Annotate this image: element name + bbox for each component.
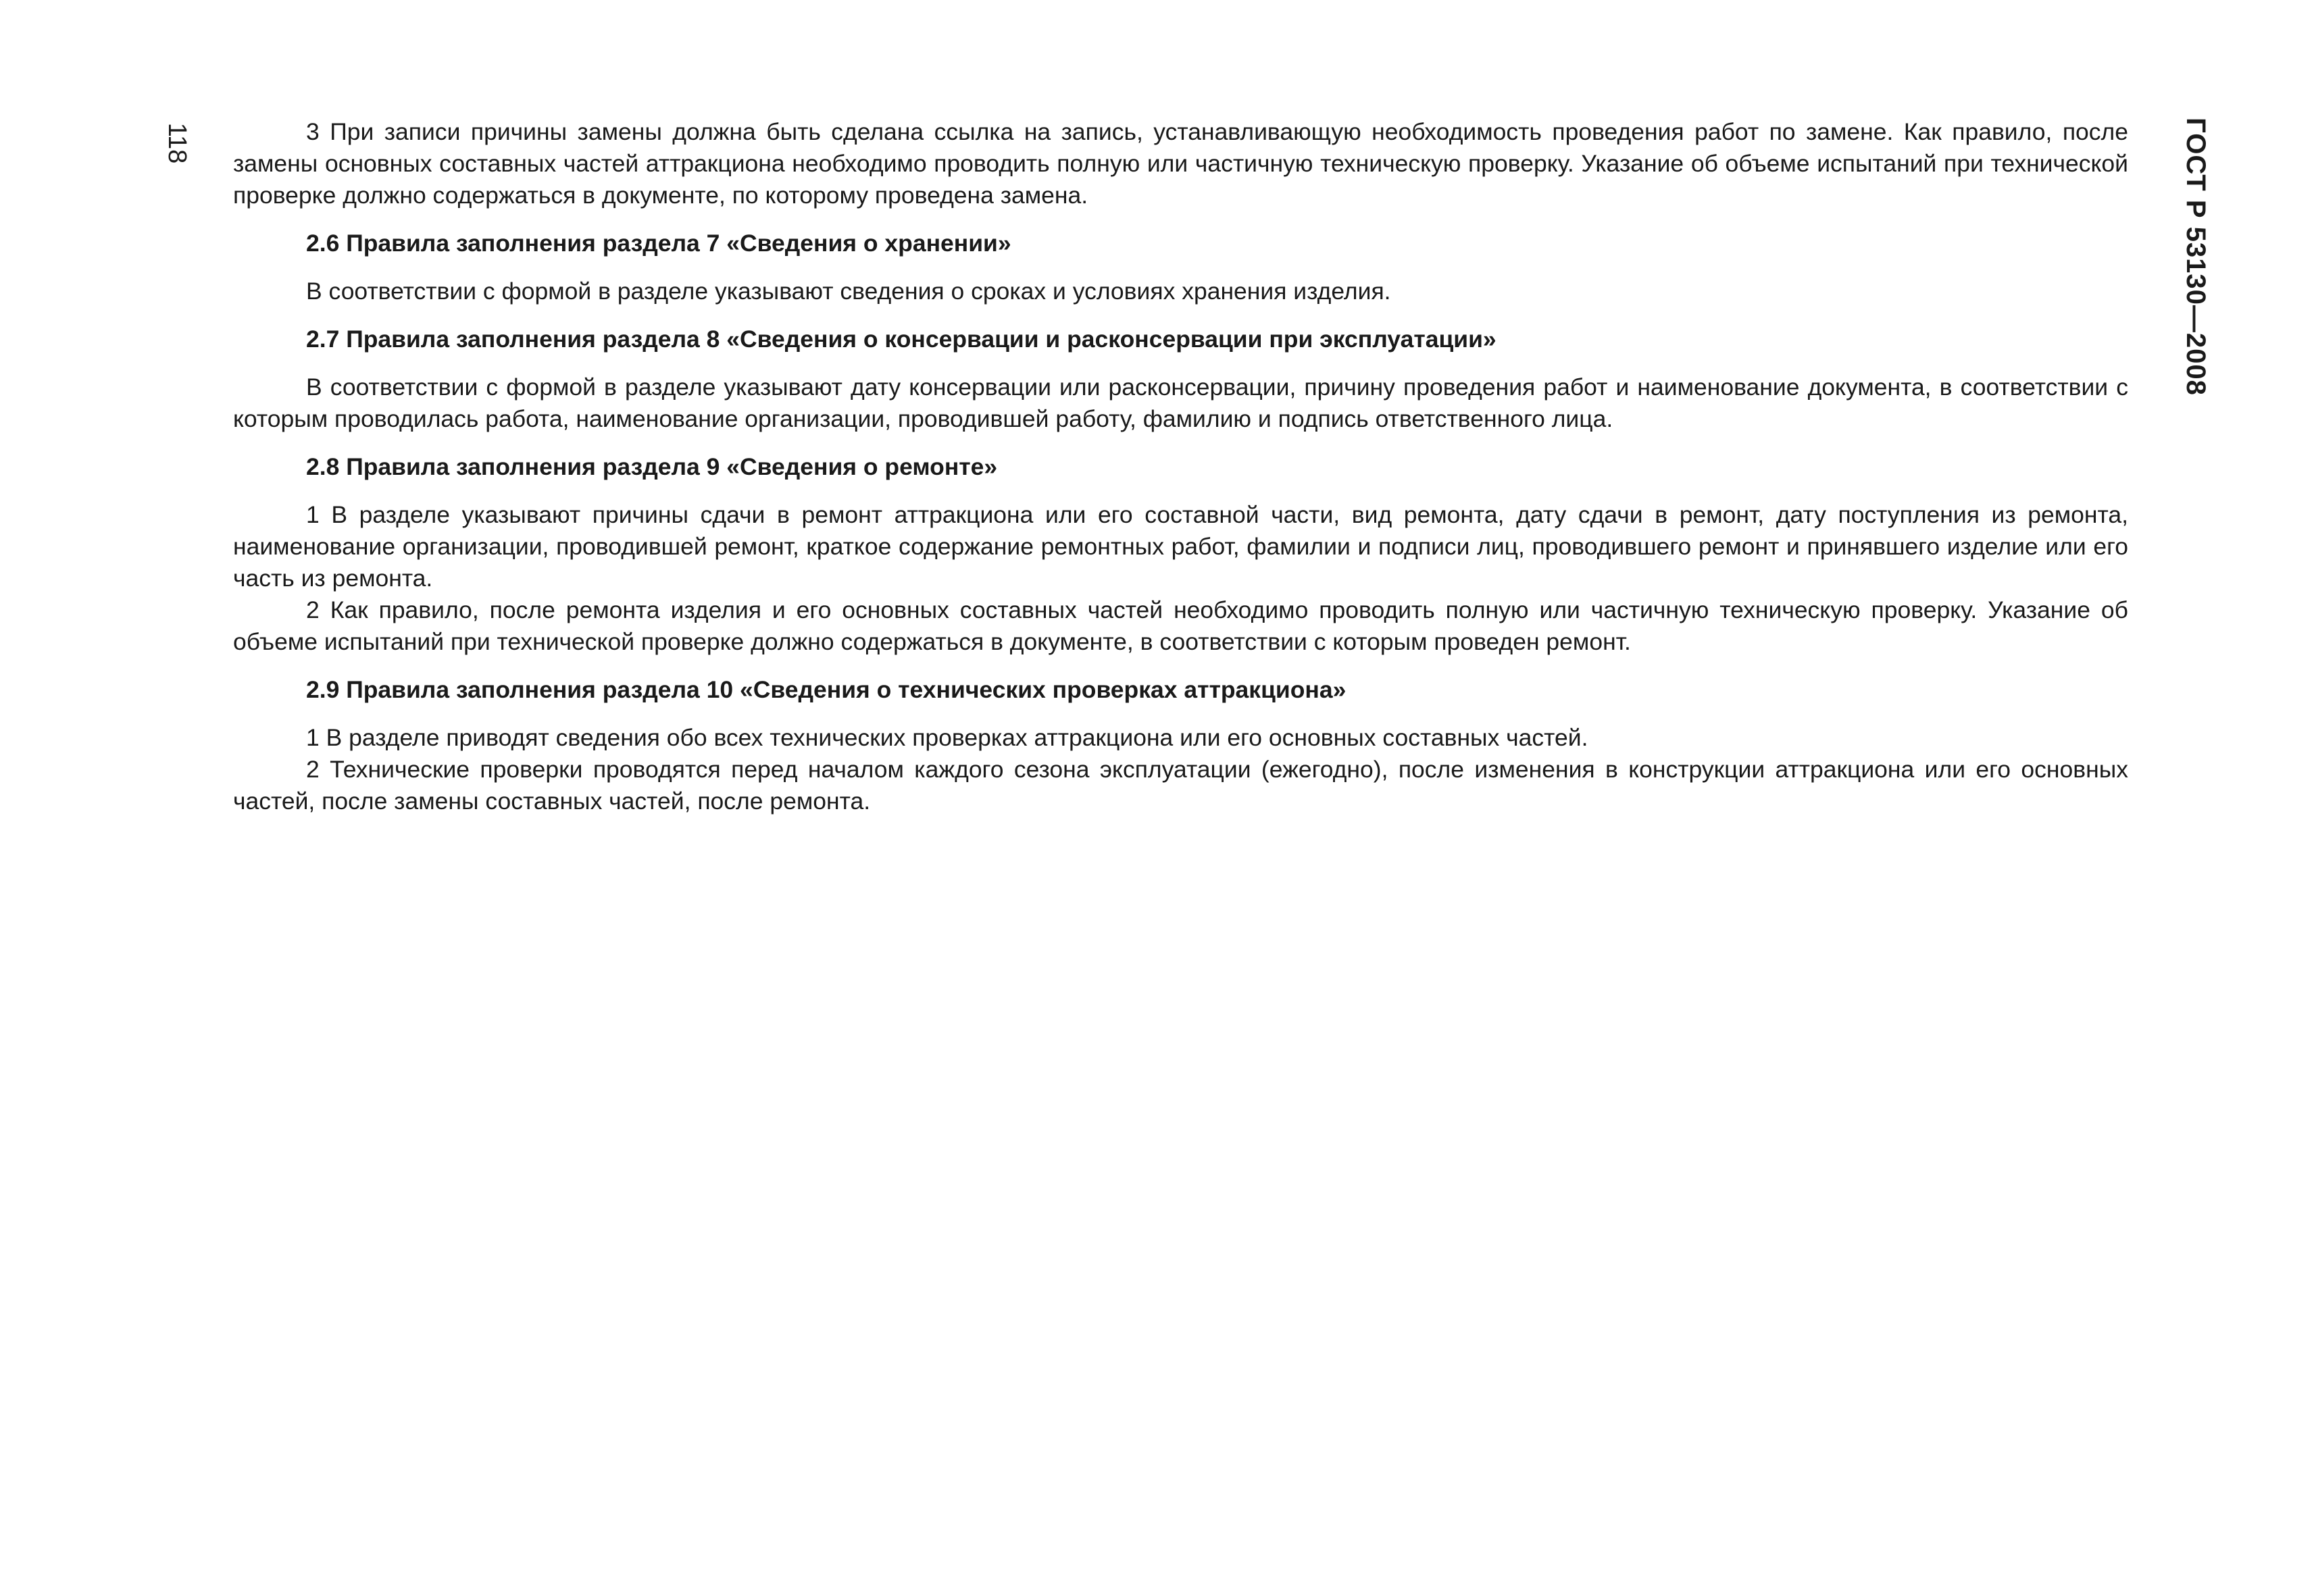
paragraph-replacement-note: 3 При записи причины замены должна быть сделана ссылка на запись, устанавливающую необходимость проведения работ по замене. Как правило, после замены основных составных частей аттракциона необходимо проводить полную или частичную техническую проверку. Указание об объеме испытаний при технической проверке должно содержаться в документе, по которому проведена замена. (233, 118, 2128, 209)
paragraph-inspection-2: 2 Технические проверки проводятся перед началом каждого сезона эксплуатации (ежегодно), после изменения в конструкции аттракциона или его основных частей, после замены составных частей, после ремонта. (233, 756, 2128, 815)
paragraph-storage: В соответствии с формой в разделе указывают сведения о сроках и условиях хранения изделия. (306, 278, 1391, 305)
document-body (233, 116, 2128, 817)
heading-section-2-7: 2.7 Правила заполнения раздела 8 «Сведения о консервации и расконсервации при эксплуатации» (306, 326, 1496, 353)
paragraph-inspection-1: 1 В разделе приводят сведения обо всех технических проверках аттракциона или его основных составных частей. (306, 724, 1588, 751)
document-code: ГОСТ Р 53130—2008 (2181, 118, 2211, 396)
paragraph-repair-2: 2 Как правило, после ремонта изделия и его основных составных частей необходимо проводить полную или частичную техническую проверку. Указание об объеме испытаний при технической проверке должно содержаться в документе, в соответствии с которым проведен ремонт. (233, 596, 2128, 655)
paragraph-conservation: В соответствии с формой в разделе указывают дату консервации или расконсервации, причину проведения работ и наименование документа, в соответствии с которым проводилась работа, наименование организации, проводившей работу, фамилию и подпись ответственного лица. (233, 374, 2128, 432)
heading-section-2-8: 2.8 Правила заполнения раздела 9 «Сведения о ремонте» (306, 453, 998, 480)
paragraph-repair-1: 1 В разделе указывают причины сдачи в ремонт аттракциона или его составной части, вид ремонта, дату сдачи в ремонт, дату поступления из ремонта, наименование организации, проводившей ремонт, краткое содержание ремонтных работ, фамилии и подписи лиц, проводившего ремонт и принявшего изделие или его часть из ремонта. (233, 501, 2128, 592)
page-number: 118 (163, 122, 191, 164)
heading-section-2-6: 2.6 Правила заполнения раздела 7 «Сведения о хранении» (306, 230, 1011, 257)
heading-section-2-9: 2.9 Правила заполнения раздела 10 «Сведения о технических проверках аттракциона» (306, 676, 1347, 703)
